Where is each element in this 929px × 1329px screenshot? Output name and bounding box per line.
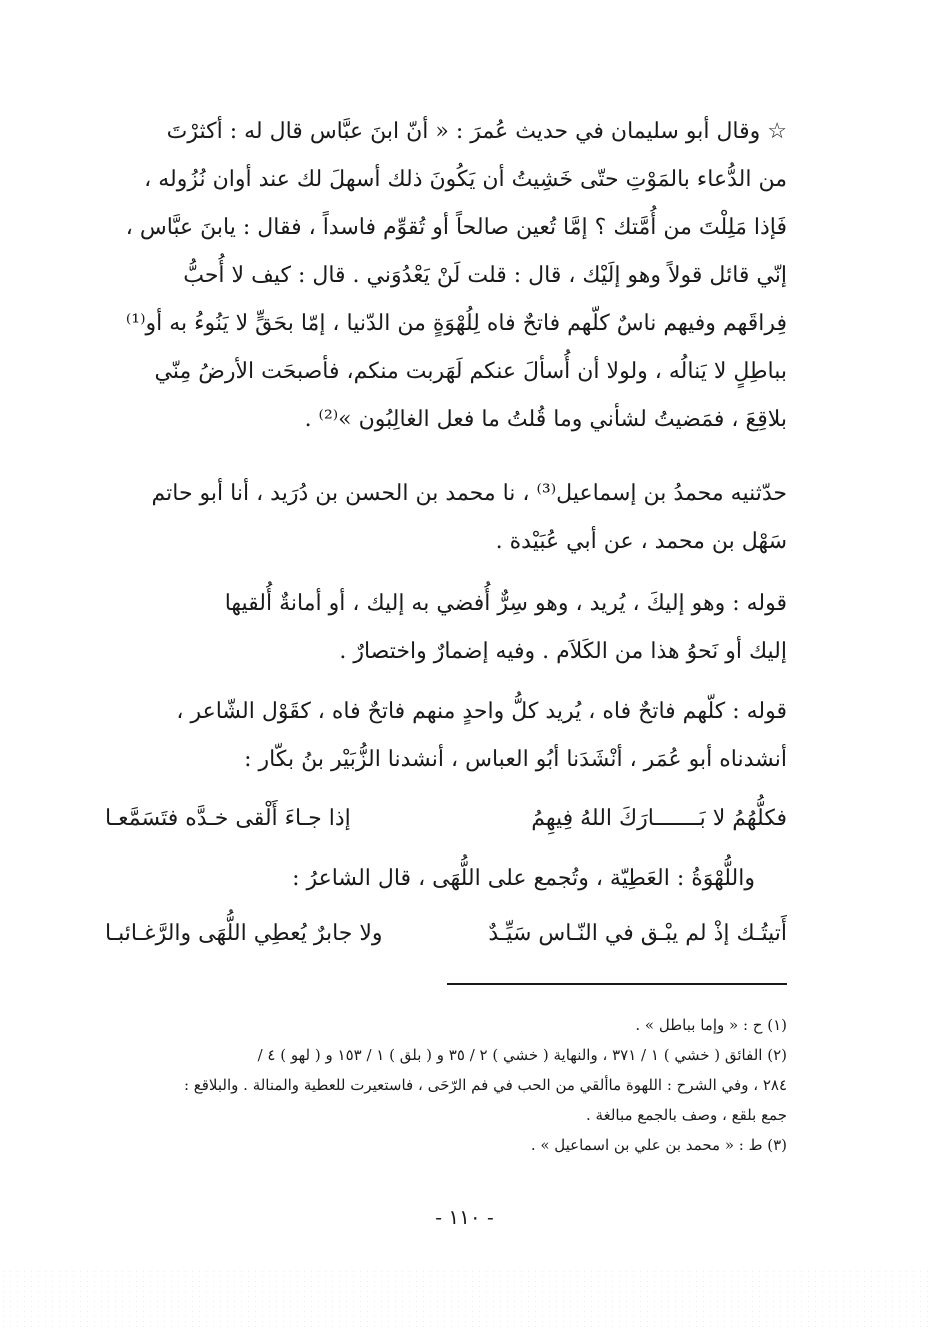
footnote: (٣) ط : « محمد بن علي بن اسماعيل » . — [530, 1136, 787, 1154]
text-line: إنّي قائل قولاً وهو إلَيْك ، قال : قلت لَنْ يَعْدُوَني . قال : كيف لا أُحبُّ — [183, 263, 787, 288]
verse-first-hemistich: أَتيتُـك إذْ لم يبْـق في النّـاس سَيِّـدٌ — [488, 921, 787, 946]
footnote-continuation: جمع بلقع ، وصف بالجمع مبالغة . — [586, 1106, 787, 1124]
scan-noise — [0, 1269, 929, 1329]
paragraph-commentary-fatih — [105, 688, 787, 784]
lexical-note: واللُّهْوَةُ : العَطِيّة ، وتُجمع على اللُّهَى ، قال الشاعرُ : — [292, 866, 755, 891]
text-line: بباطِلٍ لا يَنالُه ، ولولا أن أُسألَ عنكم لَهَربت منكم، فأصبحَت الأرضُ مِنّي — [154, 359, 787, 384]
text-line: بلاقِعَ ، فمَضيتُ لشأني وما قُلتُ ما فعل الغالِبُون »⁽²⁾ . — [304, 407, 787, 432]
footnote: (٢) الفائق ( خشي ) ١ / ٣٧١ ، والنهاية ( خشي ) ٢ / ٣٥ و ( بلق ) ١ / ١٥٣ و ( لهو ) ٤ / — [257, 1046, 787, 1064]
text-line: قوله : وهو إليكَ ، يُريد ، وهو سِرٌّ أُفضي به إليك ، أو أمانةٌ أُلقيها — [224, 591, 787, 616]
text-line: قوله : كلّهم فاتحٌ فاه ، يُريد كلُّ واحدٍ منهم فاتحٌ فاه ، كقَوْل الشّاعر ، — [176, 699, 787, 724]
verse-first-hemistich: فكلُّهُمُ لا بَـــــــارَكَ اللهُ فِيهِمُ — [531, 806, 787, 831]
text-line: من الدُّعاء بالمَوْتِ حتّى خَشِيتُ أن يَكُونَ ذلك أسهلَ لك عند أوان نُزُوله ، — [144, 167, 787, 192]
paragraph-omar-hadith — [105, 108, 787, 444]
footnote-divider — [447, 983, 787, 985]
text-line: إليك أو نَحوُ هذا من الكَلاَم . وفيه إضمارٌ واختصارٌ . — [339, 639, 787, 664]
footnote: (١) ح : « وإما بباطل » . — [635, 1016, 787, 1034]
footnote-continuation: ٢٨٤ ، وفي الشرح : اللهوة ماألقي من الحب في فم الرّحَى ، فاستعيرت للعطية والمنالة . والبلاقع : — [183, 1076, 787, 1094]
page-number: - ١١٠ - — [435, 1205, 494, 1229]
text-line: حدّثنيه محمدُ بن إسماعيل⁽³⁾ ، نا محمد بن الحسن بن دُرَيد ، أنا أبو حاتم — [151, 481, 787, 506]
text-line: فَإذا مَلِلْتَ من أُمَّتك ؟ إمَّا تُعين صالحاً أو تُقوِّم فاسداً ، فقال : يابنَ عبَّاس ، — [125, 215, 787, 240]
footnotes — [105, 1010, 787, 1160]
text-line: أنشدناه أبو عُمَر ، أنْشَدَنا أبُو العباس ، أنشدنا الزُّبَيْر بنُ بكّار : — [244, 747, 787, 772]
verse-second-hemistich: ولا جابرٌ يُعطِي اللُّهَى والرَّغـائبـا — [105, 921, 383, 946]
poetry-verse — [105, 910, 787, 958]
text-line: ☆ وقال أبو سليمان في حديث عُمرَ : « أنّ ابنَ عبَّاس قال له : أكثرْتَ — [166, 119, 787, 144]
paragraph-commentary-ilayk — [105, 580, 787, 676]
text-line: سَهْل بن محمد ، عن أبي عُبَيْدة . — [495, 529, 787, 554]
text-line: فِراقَهم وفيهم ناسٌ كلّهم فاتحٌ فاه لِلُهْوَةٍ من الدّنيا ، إمّا بحَقٍّ لا يَنُوءُ به أو⁽¹⁾ — [125, 311, 787, 336]
paragraph-isnad — [105, 470, 787, 566]
poetry-verse — [105, 795, 787, 843]
verse-second-hemistich: إذا جـاءَ أَلْقى خـدَّه فتَسَمَّعـا — [105, 806, 351, 831]
